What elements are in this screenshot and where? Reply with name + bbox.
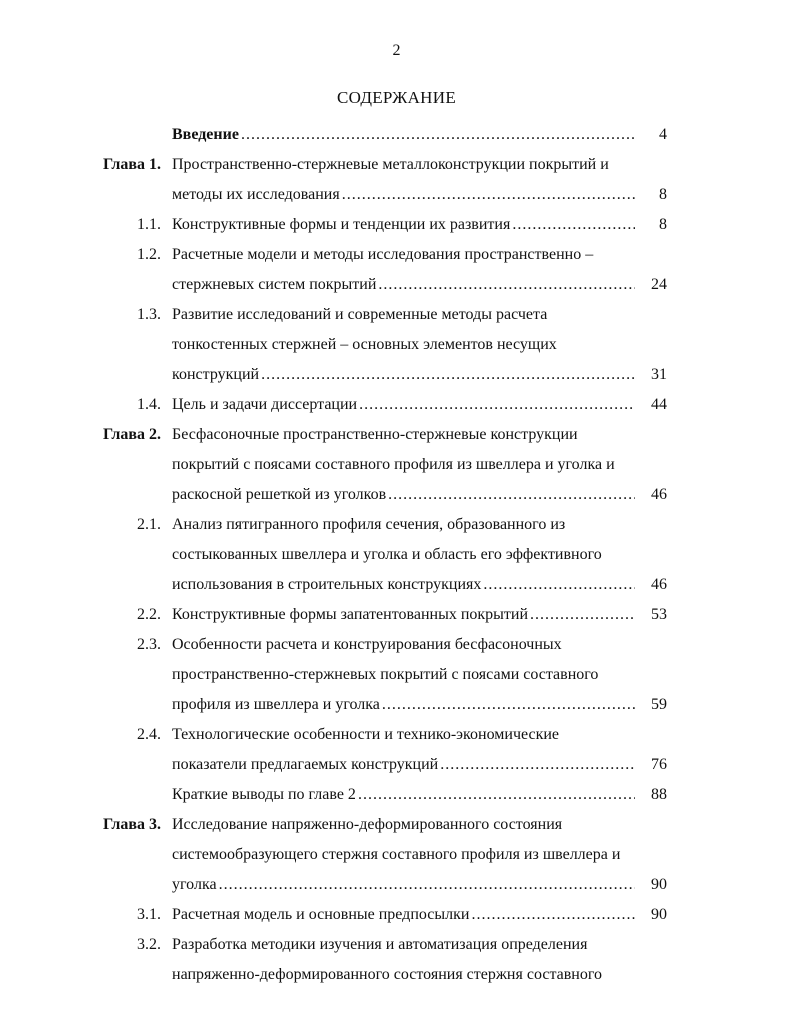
toc-entry-text: тонкостенных стержней – основных элементов несущих bbox=[172, 336, 557, 353]
dot-leader bbox=[382, 690, 635, 720]
toc-entry-text: методы их исследования bbox=[172, 186, 340, 203]
toc-entry-text: пространственно-стержневых покрытий с поясами составного bbox=[172, 666, 599, 683]
dot-leader bbox=[241, 120, 635, 150]
toc-entry bbox=[0, 390, 793, 420]
table-of-contents bbox=[0, 120, 793, 990]
dot-leader bbox=[471, 900, 635, 930]
toc-entry bbox=[0, 600, 793, 630]
toc-entry-number: 2.2. bbox=[137, 606, 161, 623]
toc-entry-text: показатели предлагаемых конструкций bbox=[172, 756, 439, 773]
toc-entry-text: Технологические особенности и технико-экономические bbox=[172, 726, 560, 743]
toc-entry-number: 2.3. bbox=[137, 636, 161, 653]
toc-entry-text: Пространственно-стержневые металлоконструкции покрытий и bbox=[172, 156, 609, 173]
toc-entry-text: напряженно-деформированного состояния стержня составного bbox=[172, 966, 603, 983]
toc-entry bbox=[0, 930, 793, 990]
dot-leader bbox=[512, 210, 635, 240]
toc-entry-number: 1.3. bbox=[137, 306, 161, 323]
dot-leader bbox=[359, 390, 635, 420]
toc-entry bbox=[0, 720, 793, 780]
toc-entry-number: 1.4. bbox=[137, 396, 161, 413]
toc-entry-text: раскосной решеткой из уголков bbox=[172, 486, 387, 503]
toc-entry-number: Глава 2. bbox=[103, 426, 161, 443]
toc-entry bbox=[0, 630, 793, 720]
toc-entry bbox=[0, 300, 793, 390]
dot-leader bbox=[342, 180, 635, 210]
toc-entry-text: состыкованных швеллера и уголка и область его эффективного bbox=[172, 546, 602, 563]
toc-entry-text: покрытий с поясами составного профиля из швеллера и уголка и bbox=[172, 456, 615, 473]
toc-entry-number: 1.2. bbox=[137, 246, 161, 263]
toc-entry-text: стержневых систем покрытий bbox=[172, 276, 377, 293]
toc-page-number: 8 bbox=[659, 216, 667, 233]
toc-page-number: 46 bbox=[651, 486, 667, 503]
toc-entry-text: Развитие исследований и современные методы расчета bbox=[172, 306, 548, 323]
toc-page-number: 59 bbox=[651, 696, 667, 713]
toc-entry-number: 3.2. bbox=[137, 936, 161, 953]
dot-leader bbox=[261, 360, 635, 390]
toc-entry bbox=[0, 420, 793, 510]
toc-entry-number: Глава 3. bbox=[103, 816, 161, 833]
toc-page-number: 31 bbox=[651, 366, 667, 383]
toc-entry-text: конструкций bbox=[172, 366, 260, 383]
toc-entry-text: Исследование напряженно-деформированного состояния bbox=[172, 816, 563, 833]
dot-leader bbox=[219, 870, 635, 900]
dot-leader bbox=[388, 480, 635, 510]
toc-entry bbox=[0, 150, 793, 210]
toc-entry-text: Расчетные модели и методы исследования пространственно – bbox=[172, 246, 594, 263]
toc-entry-text: уголка bbox=[172, 876, 217, 893]
toc-page-number: 53 bbox=[651, 606, 667, 623]
toc-page-number: 24 bbox=[651, 276, 667, 293]
toc-entry bbox=[0, 510, 793, 600]
toc-entry-text: Расчетная модель и основные предпосылки bbox=[172, 906, 470, 923]
toc-entry-number: Глава 1. bbox=[103, 156, 161, 173]
toc-entry bbox=[0, 120, 793, 150]
toc-title: СОДЕРЖАНИЕ bbox=[336, 88, 457, 107]
toc-entry-text: Введение bbox=[172, 126, 239, 143]
toc-entry-text: Особенности расчета и конструирования бесфасоночных bbox=[172, 636, 562, 653]
page-number: 2 bbox=[392, 42, 401, 59]
toc-entry bbox=[0, 810, 793, 900]
toc-entry-number: 3.1. bbox=[137, 906, 161, 923]
toc-entry-text: Анализ пятигранного профиля сечения, образованного из bbox=[172, 516, 566, 533]
dot-leader bbox=[378, 270, 635, 300]
dot-leader bbox=[530, 600, 635, 630]
toc-entry-text: Конструктивные формы и тенденции их развития bbox=[172, 216, 511, 233]
toc-entry bbox=[0, 240, 793, 300]
toc-page-number: 8 bbox=[659, 186, 667, 203]
toc-entry-text: Разработка методики изучения и автоматизация определения bbox=[172, 936, 588, 953]
toc-entry bbox=[0, 900, 793, 930]
toc-entry bbox=[0, 210, 793, 240]
dot-leader bbox=[440, 750, 635, 780]
toc-entry-text: Конструктивные формы запатентованных покрытий bbox=[172, 606, 529, 623]
toc-entry-text: Цель и задачи диссертации bbox=[172, 396, 358, 413]
toc-page-number: 4 bbox=[659, 126, 667, 143]
toc-page-number: 44 bbox=[651, 396, 667, 413]
dot-leader bbox=[358, 780, 635, 810]
toc-page-number: 76 bbox=[651, 756, 667, 773]
toc-page-number: 46 bbox=[651, 576, 667, 593]
toc-entry bbox=[0, 780, 793, 810]
toc-page-number: 90 bbox=[651, 876, 667, 893]
toc-entry-text: профиля из швеллера и уголка bbox=[172, 696, 380, 713]
toc-entry-number: 1.1. bbox=[137, 216, 161, 233]
toc-entry-number: 2.1. bbox=[137, 516, 161, 533]
toc-entry-text: Бесфасоночные пространственно-стержневые конструкции bbox=[172, 426, 578, 443]
dot-leader bbox=[483, 570, 635, 600]
toc-page-number: 88 bbox=[651, 786, 667, 803]
toc-entry-text: системообразующего стержня составного профиля из швеллера и bbox=[172, 846, 621, 863]
toc-entry-text: использования в строительных конструкциях bbox=[172, 576, 482, 593]
toc-entry-number: 2.4. bbox=[137, 726, 161, 743]
toc-entry-text: Краткие выводы по главе 2 bbox=[172, 786, 356, 803]
toc-page-number: 90 bbox=[651, 906, 667, 923]
